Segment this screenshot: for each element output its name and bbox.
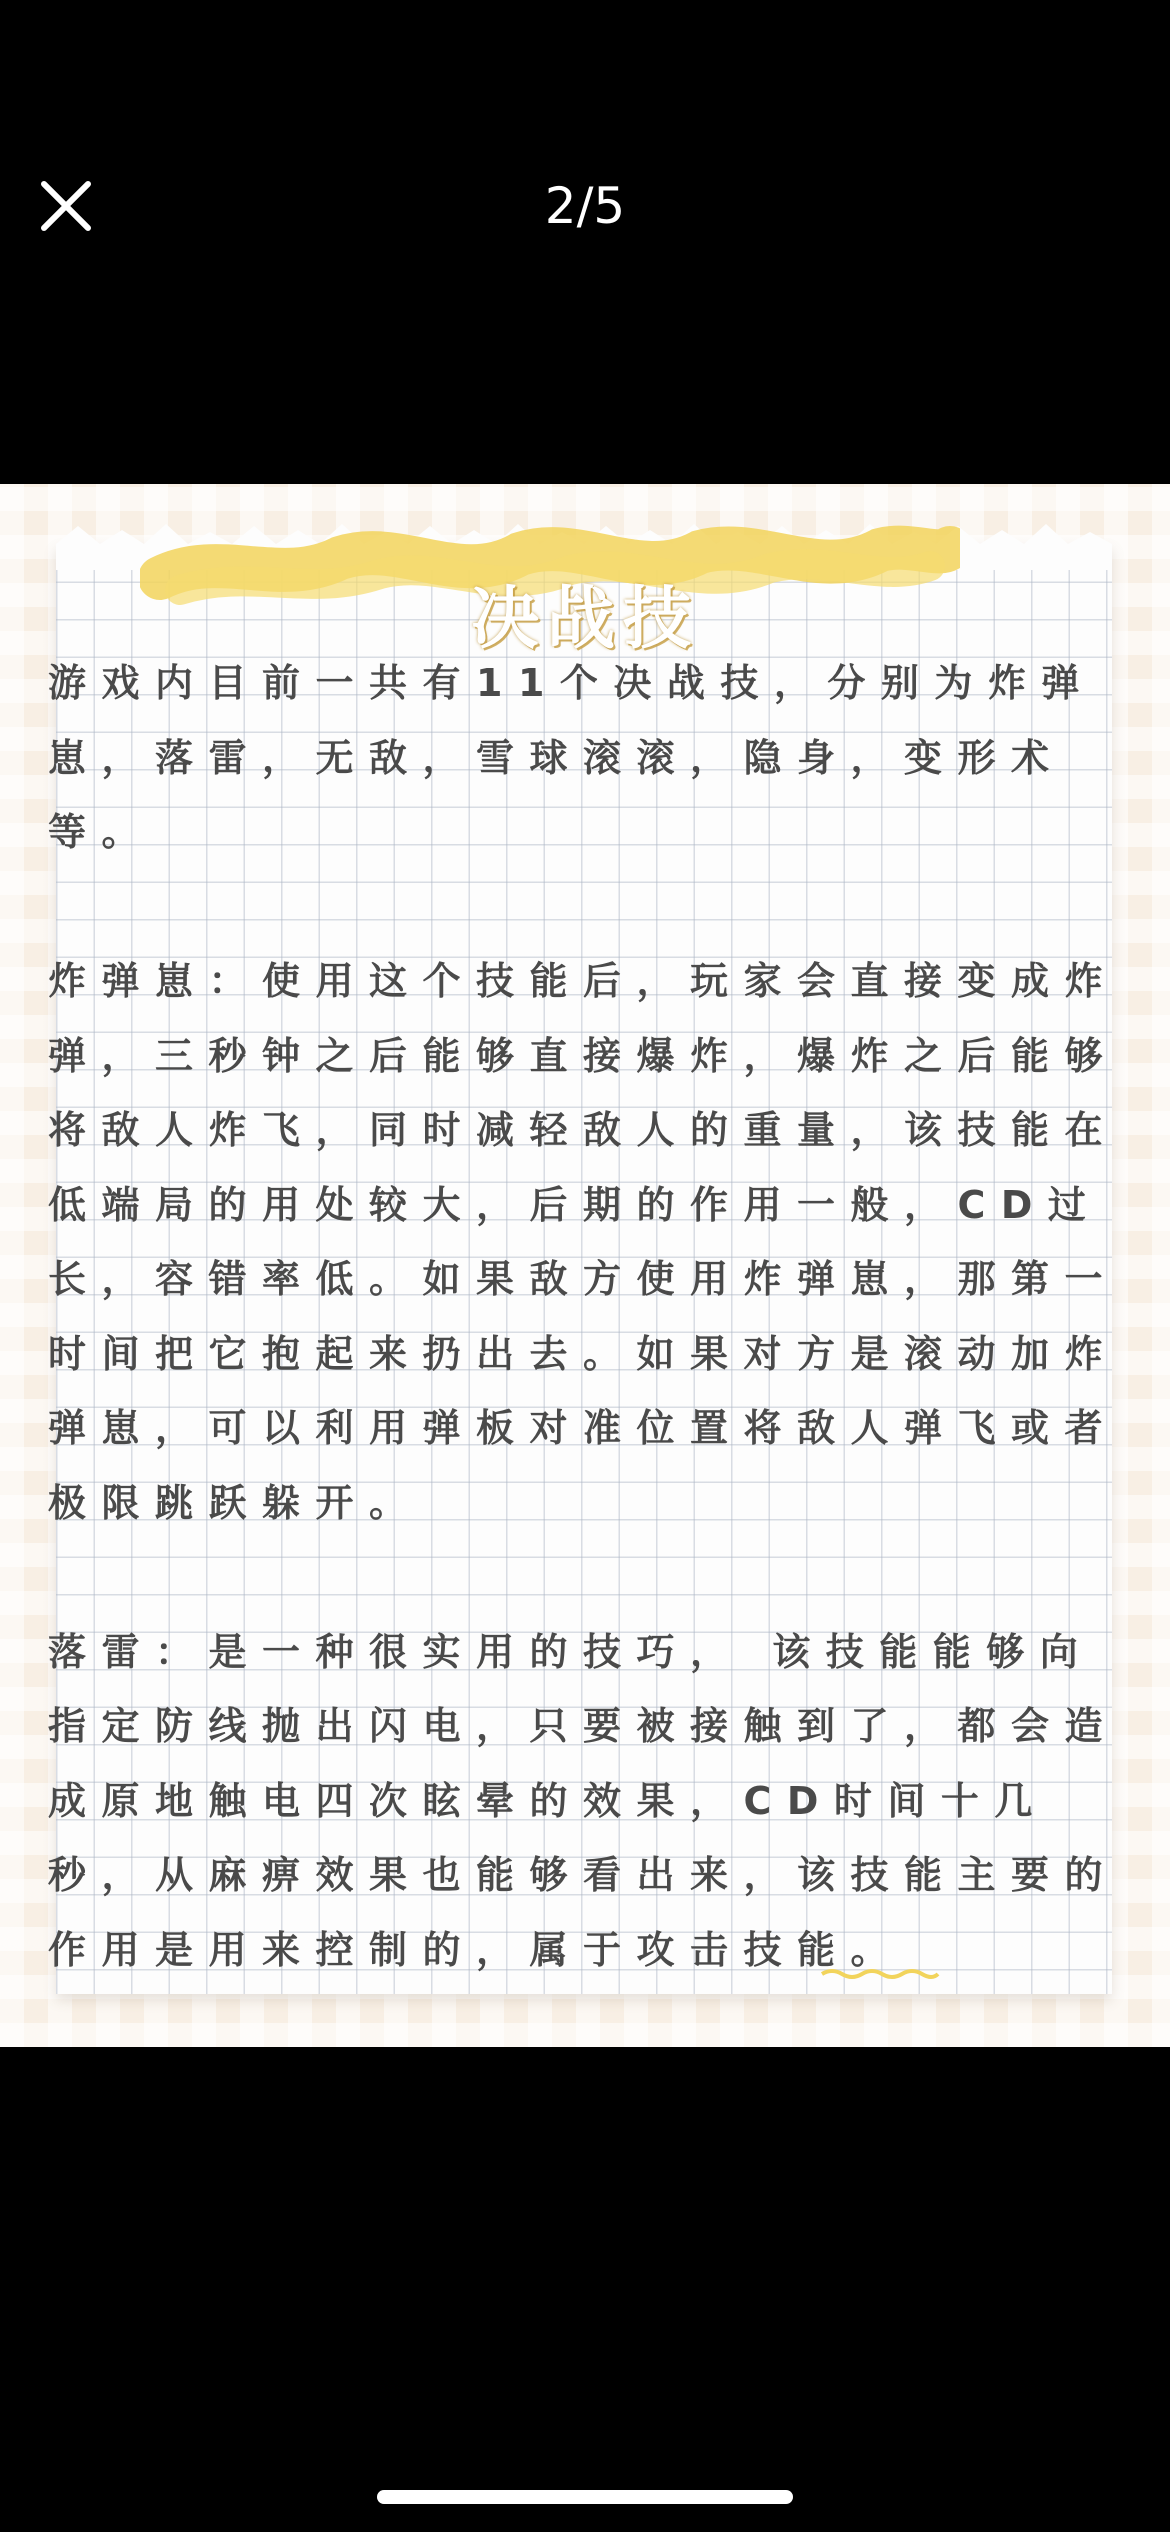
paragraph-bomb: 炸弹崽：使用这个技能后，玩家会直接变成炸弹，三秒钟之后能够直接爆炸，爆炸之后能够将敌人炸飞，同时减轻敌人的重量，该技能在低端局的用处较大，后期的作用一般，CD过长，容错率低。如果敌方使用炸弹崽，那第一时间把它抱起来扔出去。如果对方是滚动加炸弹崽，可以利用弹板对准位置将敌人弹飞或者极限跳跃躲开。 bbox=[48, 959, 1119, 1525]
paragraph-intro: 游戏内目前一共有11个决战技，分别为炸弹崽，落雷，无敌，雪球滚滚，隐身，变形术等。 bbox=[48, 661, 1095, 854]
note-body bbox=[48, 646, 1123, 1987]
viewed-image[interactable] bbox=[0, 484, 1170, 2047]
home-indicator[interactable] bbox=[377, 2490, 793, 2504]
viewer-top-bar bbox=[0, 0, 1170, 484]
viewer-bottom-bar bbox=[0, 2047, 1170, 2532]
underline-squiggle bbox=[820, 1966, 940, 1982]
note-heading: 决战技 bbox=[470, 580, 699, 659]
paragraph-lightning: 落雷：是一种很实用的技巧， 该技能能够向指定防线抛出闪电，只要被接触到了，都会造成原地触电四次眩晕的效果，CD时间十几秒，从麻痹效果也能够看出来，该技能主要的作用是用来控制的，属于攻击技能。 bbox=[48, 1629, 1119, 1972]
image-counter: 2/5 bbox=[544, 177, 626, 235]
